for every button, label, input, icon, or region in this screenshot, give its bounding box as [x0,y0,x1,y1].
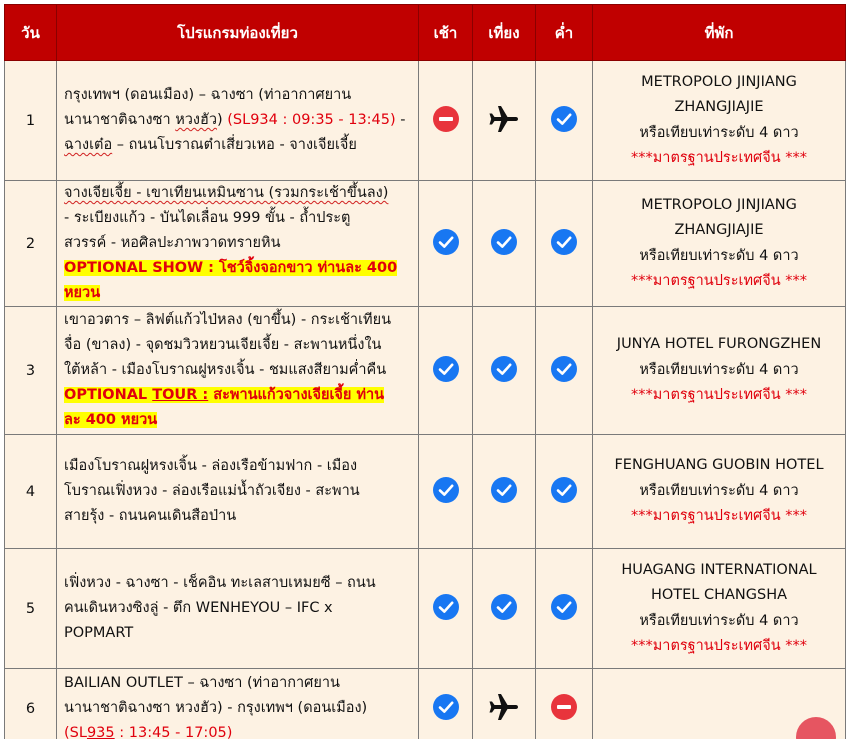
optional-line [64,256,412,281]
lunch-cell [473,61,536,181]
program-line [64,133,412,158]
optional-show: OPTIONAL SHOW : โชว์จิ้งจอกขาว ท่านละ 400 [64,260,398,276]
program-line: สายรุ้ง - ถนนคนเดินสือป่าน [64,508,237,524]
header-dinner: ค่ำ [536,5,593,61]
hotel-grade: หรือเทียบเท่าระดับ 4 ดาว [639,361,799,378]
optional-line [64,281,412,306]
program-text: ) [216,112,228,128]
optional-tour: ละ 400 หยวน [64,412,158,428]
hotel-standard: ***มาตรฐานประเทศจีน *** [631,150,807,166]
program-text: ฉางเต๋อ [64,137,113,153]
hotel-name: METROPOLO JINJIANG [641,73,797,90]
check-circle-icon [432,693,460,725]
program-line: เมืองโบราณฝูหรงเจิ้น - ล่องเรือข้ามฟาก - เมือง [64,458,358,474]
optional-text: OPTIONAL [64,387,153,403]
hotel-cell [593,61,846,181]
hotel-cell [593,307,846,435]
optional-line [64,383,412,408]
lunch-cell [473,549,536,669]
hotel-name: HUAGANG INTERNATIONAL [621,561,817,578]
day-number: 1 [5,61,57,181]
table-row [5,61,846,181]
itinerary-table [4,4,846,739]
breakfast-cell [419,307,473,435]
hotel-name: JUNYA HOTEL FURONGZHEN [616,336,822,353]
hotel-name: FENGHUANG GUOBIN HOTEL [614,457,824,474]
check-circle-icon [550,228,578,260]
program-cell [57,669,419,739]
hotel-grade: หรือเทียบเท่าระดับ 4 ดาว [639,124,799,141]
optional-text: สะพานแก้วจางเจียเจี้ย ท่าน [208,387,385,403]
program-line [64,721,412,739]
check-circle-icon [550,476,578,508]
check-circle-icon [490,228,518,260]
program-line: โบราณเฟิ่งหวง - ล่องเรือแม่น้ำถัวเจียง - สะพาน [64,483,360,499]
optional-tour [64,387,384,403]
hotel-standard: ***มาตรฐานประเทศจีน *** [631,273,807,289]
program-line: BAILIAN OUTLET – ฉางซา (ท่าอากาศยาน [64,675,340,691]
breakfast-cell [419,61,473,181]
header-day: วัน [5,5,57,61]
header-row [5,5,846,61]
flight-info: (SL [64,725,87,739]
dinner-cell [536,435,593,549]
program-line: POPMART [64,625,134,641]
flight-info: (SL934 : 09:35 - 13:45) [227,112,396,128]
program-text: หวงฮัว [175,112,217,128]
check-circle-icon [490,476,518,508]
hotel-standard: ***มาตรฐานประเทศจีน *** [631,638,807,654]
program-cell [57,307,419,435]
check-circle-icon [432,593,460,625]
check-circle-icon [432,476,460,508]
breakfast-cell [419,549,473,669]
header-lunch: เที่ยง [473,5,536,61]
hotel-cell [593,435,846,549]
optional-line [64,408,412,433]
table-row [5,435,846,549]
check-circle-icon [432,228,460,260]
program-text: จางเจียเจี้ย - เขาเทียนเหมินซาน (รวมกระเช้าขึ้นลง) [64,185,389,201]
no-entry-icon [550,693,578,725]
program-cell [57,181,419,307]
header-program: โปรแกรมท่องเที่ยว [57,5,419,61]
program-line: เขาอวตาร – ลิฟต์แก้วไป่หลง (ขาขึ้น) - กระเช้าเทียน [64,312,392,328]
table-row [5,307,846,435]
day-number: 2 [5,181,57,307]
hotel-name: ZHANGJIAJIE [674,222,764,238]
hotel-grade: หรือเทียบเท่าระดับ 4 ดาว [639,247,799,264]
check-circle-icon [490,593,518,625]
day-number: 6 [5,669,57,739]
hotel-name: ZHANGJIAJIE [674,99,764,115]
lunch-cell [473,669,536,739]
flight-info: : 13:45 - 17:05) [114,725,233,739]
optional-show: หยวน [64,285,101,301]
hotel-name: METROPOLO JINJIANG [641,196,797,213]
lunch-cell [473,435,536,549]
program-line: กรุงเทพฯ (ดอนเมือง) – ฉางซา (ท่าอากาศยาน [64,87,352,103]
check-circle-icon [550,593,578,625]
flight-info: 935 [86,725,115,739]
program-text: นานาชาติฉางซา [64,112,176,128]
program-cell [57,61,419,181]
program-line: จื่อ (ขาลง) - จุดชมวิวหยวนเจียเจี้ย - สะพานหนึ่งใน [64,337,382,353]
program-line [64,181,412,206]
hotel-cell [593,181,846,307]
dinner-cell [536,549,593,669]
check-circle-icon [432,355,460,387]
table-row [5,669,846,739]
program-text: – ถนนโบราณต๋าเสี่ยวเหอ - จางเจียเจี้ย [112,137,357,153]
program-line: ใต้หล้า - เมืองโบราณฝูหรงเจิ้น - ชมแสงสียามค่ำคืน [64,362,387,378]
dinner-cell [536,181,593,307]
check-circle-icon [550,355,578,387]
optional-text: TOUR : [152,387,209,403]
hotel-cell [593,549,846,669]
hotel-grade: หรือเทียบเท่าระดับ 4 ดาว [639,612,799,629]
breakfast-cell [419,669,473,739]
hotel-standard: ***มาตรฐานประเทศจีน *** [631,508,807,525]
program-line: - ระเบียงแก้ว - บันไดเลื่อน 999 ขั้น - ถ้ำประตู [64,210,351,226]
dinner-cell [536,61,593,181]
day-number: 4 [5,435,57,549]
program-line [64,108,412,133]
breakfast-cell [419,435,473,549]
breakfast-cell [419,181,473,307]
program-line: คนเดินหวงซิงลู่ - ตึก WENHEYOU – IFC x [64,600,333,616]
header-breakfast: เช้า [419,5,473,61]
airplane-icon [488,691,520,727]
hotel-grade: หรือเทียบเท่าระดับ 4 ดาว [639,482,799,499]
program-line: เฟิ่งหวง - ฉางซา - เช็คอิน ทะเลสาบเหมยซี – ถนน [64,575,376,591]
program-cell [57,549,419,669]
program-cell [57,435,419,549]
table-row [5,549,846,669]
lunch-cell [473,307,536,435]
program-text: - [395,112,406,128]
no-entry-icon [432,105,460,137]
dinner-cell [536,307,593,435]
header-hotel: ที่พัก [593,5,846,61]
dinner-cell [536,669,593,739]
check-circle-icon [490,355,518,387]
program-line: สวรรค์ - หอศิลปะภาพวาดทรายหิน [64,235,281,251]
airplane-icon [488,103,520,139]
hotel-standard: ***มาตรฐานประเทศจีน *** [631,387,807,404]
day-number: 5 [5,549,57,669]
table-row [5,181,846,307]
lunch-cell [473,181,536,307]
program-line: นานาชาติฉางซา หวงฮัว) - กรุงเทพฯ (ดอนเมือง) [64,700,368,716]
hotel-name: HOTEL CHANGSHA [650,587,788,603]
check-circle-icon [550,105,578,137]
day-number: 3 [5,307,57,435]
